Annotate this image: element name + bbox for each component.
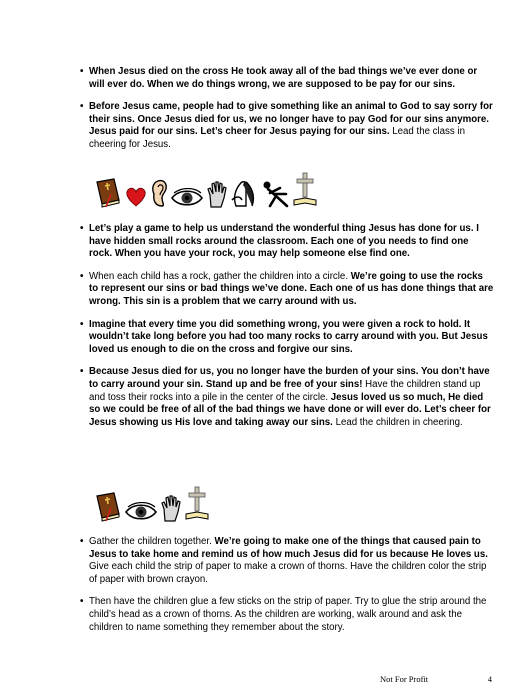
icon-row-1 [94, 172, 318, 213]
bullet-list-2 [80, 223, 494, 439]
bullet-marker: • [80, 270, 84, 282]
list-item [80, 101, 494, 151]
page-number: 4 [487, 674, 492, 684]
praying-hands-icon [230, 178, 258, 213]
footer-text: Not For Profit [380, 674, 429, 684]
plain-text: Lead the class in cheering for Jesus. [89, 126, 465, 150]
icon-row-2 [94, 486, 210, 527]
list-item [80, 66, 494, 91]
plain-text: Lead the children in cheering. [332, 416, 463, 428]
bold-text: We’re going to make one of the things that caused pain to Jesus to take home and remind us of how much Jesus did for us because He loves us. [89, 536, 488, 560]
bullet-marker: • [80, 223, 84, 234]
bullet-marker: • [80, 596, 84, 608]
list-item [80, 270, 494, 309]
page-footer [380, 674, 492, 684]
plain-text: Give each child the strip of paper to make a crown of thorns. Have the children color the strip of paper with brown crayon. [89, 561, 487, 585]
eye-icon [170, 188, 204, 213]
bullet-marker: • [80, 101, 84, 113]
bold-text: Before Jesus came, people had to give something like an animal to God to say sorry for their sins. Once Jesus died for us, we no longer have to pay God for our sins anymore. Jesus paid for our sins. Let’s cheer for Jesus paying for our sins. [89, 101, 493, 138]
list-item [80, 596, 494, 634]
cross-on-bible-icon [292, 172, 318, 213]
list-item [80, 318, 494, 357]
plain-text: Have the children stand up and toss their rocks into a pile in the center of the circle. [89, 378, 481, 403]
stretching-person-icon [260, 180, 290, 213]
bullet-marker: • [80, 66, 84, 77]
plain-text: Gather the children together. [89, 536, 215, 547]
bullet-marker: • [80, 536, 84, 547]
bold-text: We’re going to use the rocks to represent our sins or bad things we’ve done. Each one of us has done things that are wrong. This sin is a problem that we carry around with us. [89, 270, 494, 307]
list-item [80, 536, 494, 586]
bullet-list-3 [80, 536, 494, 644]
plain-text: When each child has a rock, gather the children into a circle. [89, 270, 351, 282]
list-item [80, 223, 494, 261]
bold-text: When Jesus died on the cross He took away all of the bad things we’ve ever done or will ever do. When we do things wrong, we are supposed to be pay for our sins. [89, 66, 478, 90]
eye-icon [124, 502, 158, 527]
bold-text: Let’s play a game to help us understand the wonderful thing Jesus has done for us. I have hidden small rocks around the classroom. Each one of you needs to find one rock. When you have your rock, you may help someone else find one. [89, 223, 479, 260]
bible-icon [94, 490, 122, 527]
hand-icon [206, 180, 228, 213]
bullet-marker: • [80, 366, 84, 378]
hand-icon [160, 494, 182, 527]
plain-text: Then have the children glue a few sticks on the strip of paper. Try to glue the strip around the child’s head as a crown of thorns. As the children are working, walk around and ask the children to name something they remember about the story. [89, 596, 487, 633]
list-item [80, 366, 494, 429]
bold-text: Because Jesus died for us, you no longer have the burden of your sins. You don’t have to carry around your sin. Stand up and be free of your sins! [89, 366, 490, 390]
bullet-marker: • [80, 318, 84, 330]
bold-text: Imagine that every time you did something wrong, you were given a rock to hold. It wouldn’t take long before you had too many rocks to carry around with you. But Jesus loved us enough to die on the cross and forgive our sins. [89, 318, 488, 355]
heart-icon [124, 184, 148, 213]
bible-icon [94, 176, 122, 213]
bold-text: Jesus loved us so much, He died so we could be free of all of the bad things we have done or will ever do. Let’s cheer for Jesus showing us His love and taking away our sins. [89, 391, 491, 428]
bullet-list-1 [80, 66, 494, 162]
cross-on-bible-icon [184, 486, 210, 527]
ear-icon [150, 178, 168, 213]
